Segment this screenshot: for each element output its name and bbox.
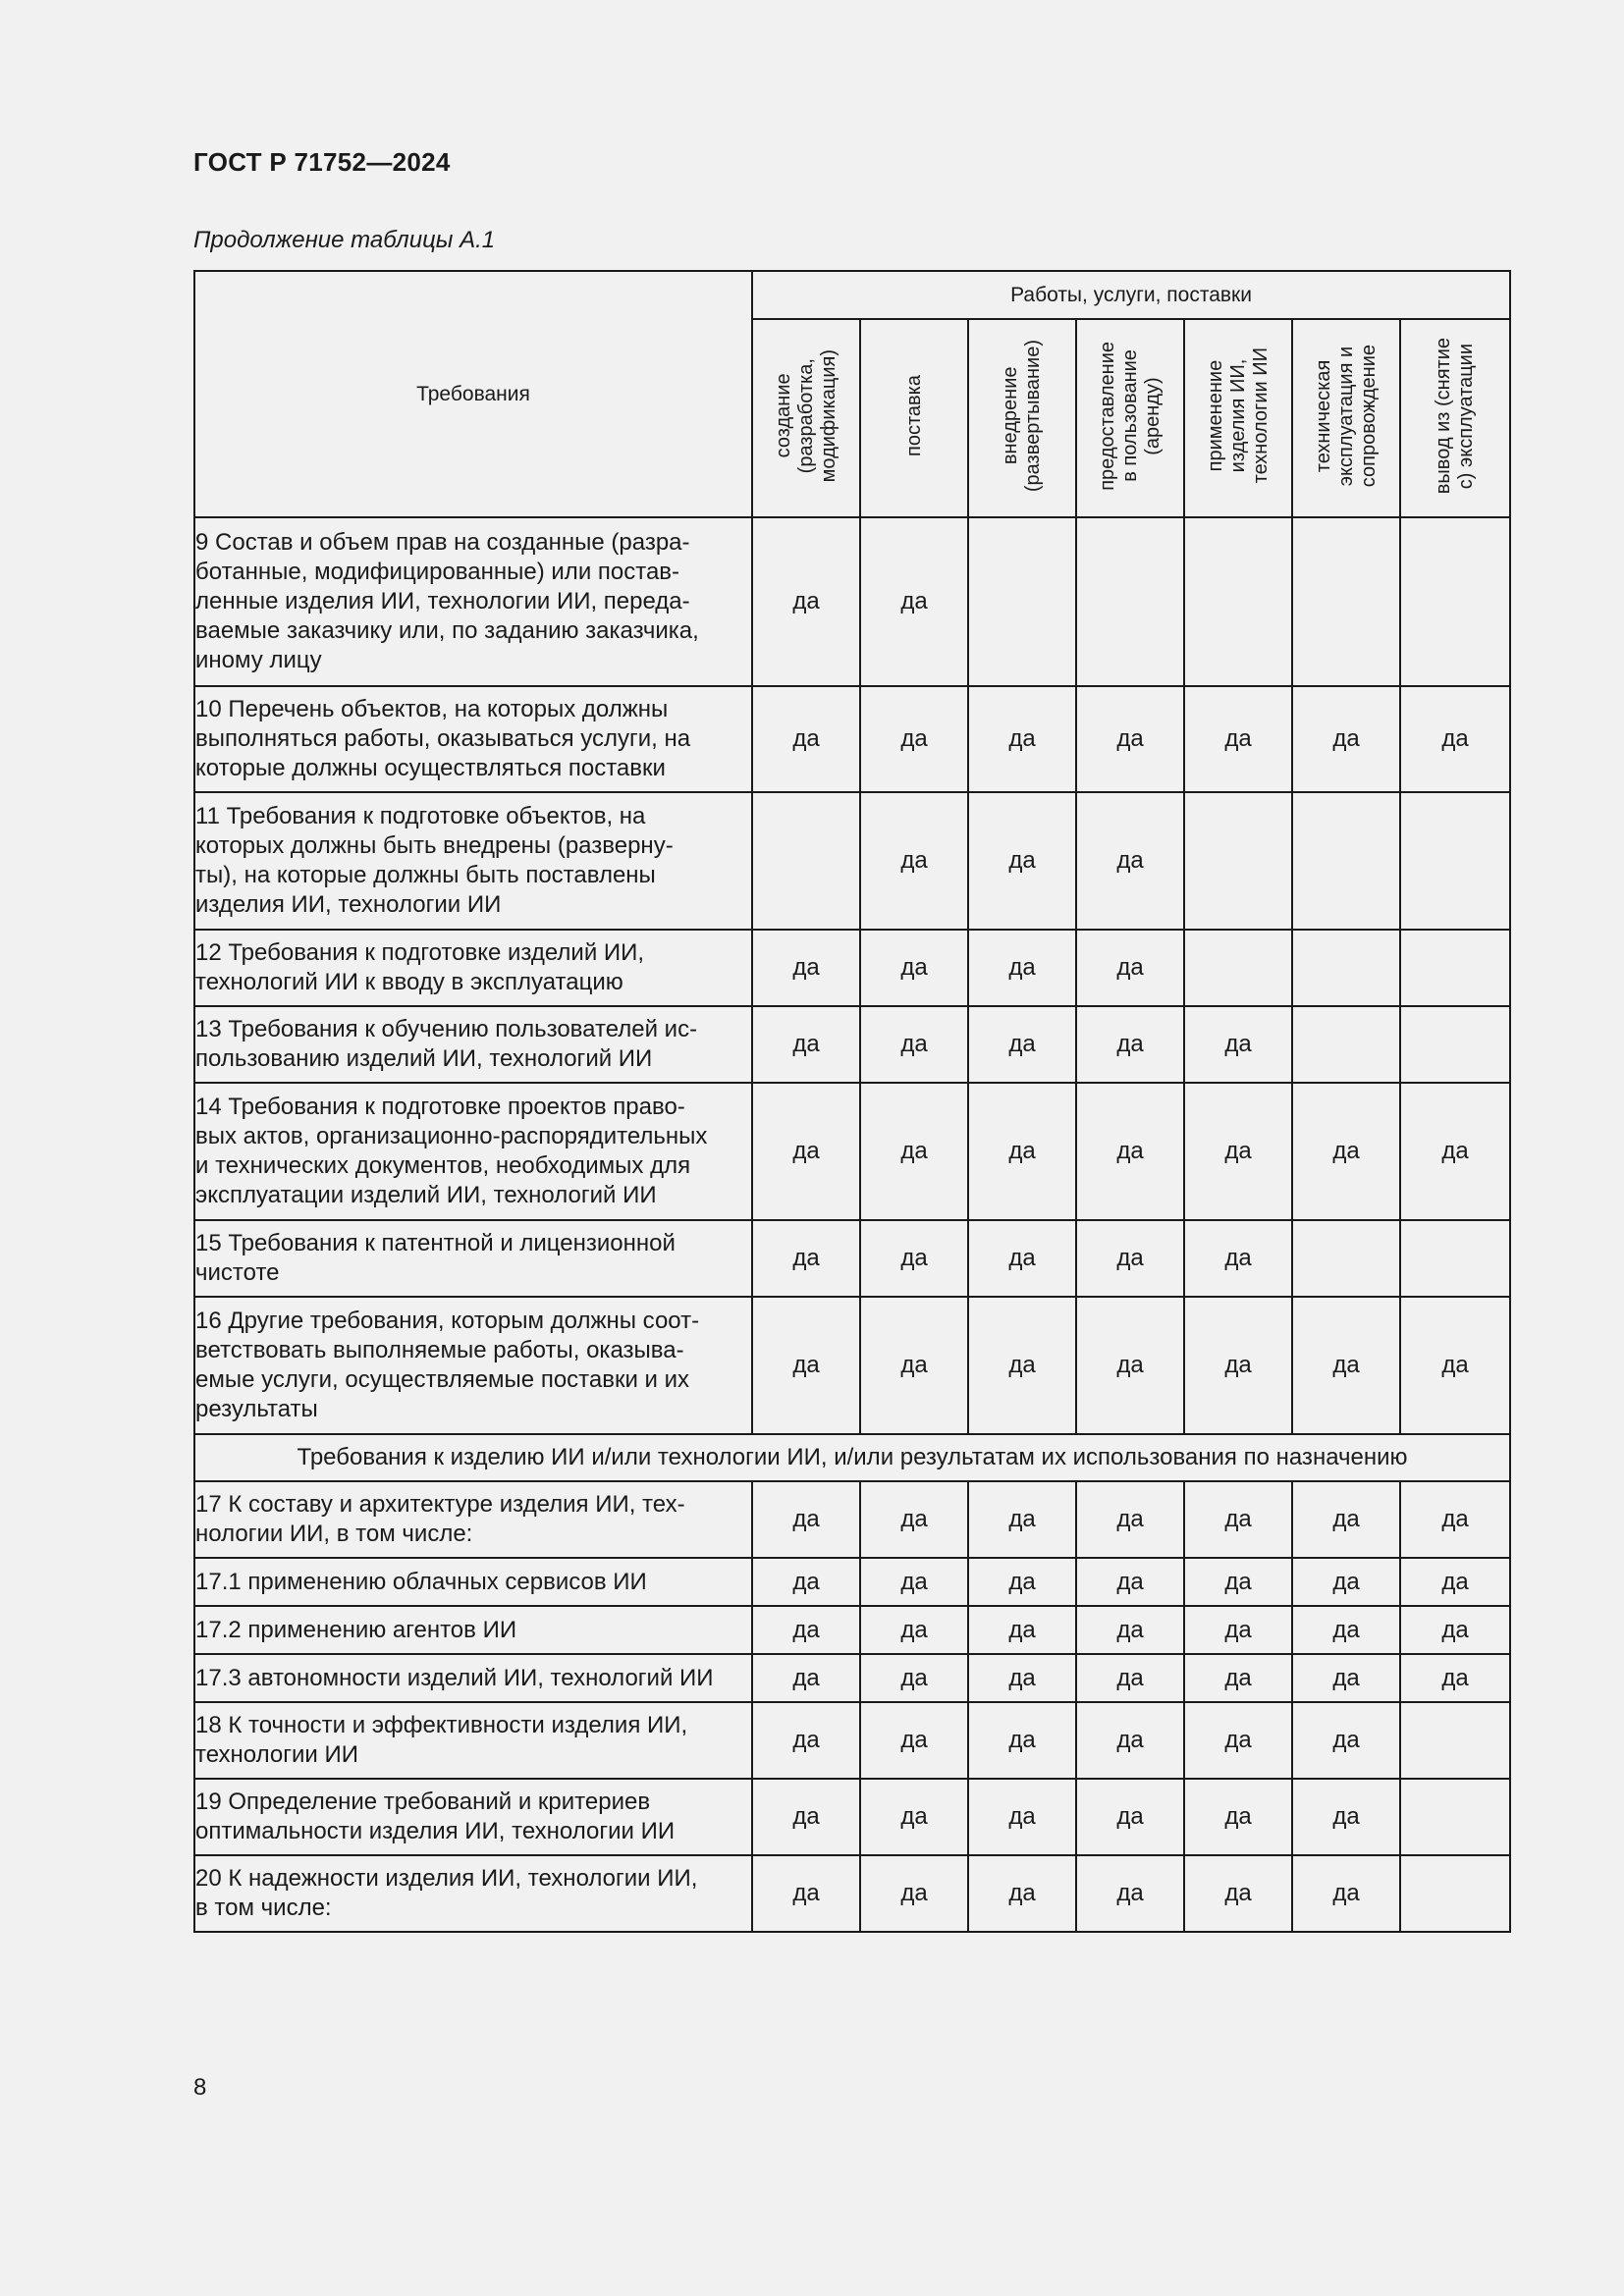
applicability-cell: да (752, 1083, 860, 1220)
column-header-decommission: вывод из (снятие с) эксплуатации (1400, 319, 1510, 517)
applicability-cell: да (1400, 1297, 1510, 1434)
applicability-cell: да (860, 686, 968, 792)
applicability-cell (1400, 930, 1510, 1006)
requirements-table (193, 270, 1511, 1933)
applicability-cell: да (968, 1779, 1076, 1855)
applicability-cell: да (968, 1855, 1076, 1932)
table-row (194, 1779, 1510, 1855)
table-caption: Продолжение таблицы А.1 (193, 227, 496, 253)
requirement-text: 11 Требования к подготовке объектов, на которых должны быть внедрены (разверну- ты), на которые должны быть поставлены изделия ИИ, технологии ИИ (194, 792, 752, 930)
table-row (194, 1654, 1510, 1702)
requirement-text: 17.1 применению облачных сервисов ИИ (194, 1558, 752, 1606)
table-row (194, 1702, 1510, 1779)
applicability-cell: да (1184, 1779, 1292, 1855)
applicability-cell: да (1292, 1481, 1400, 1558)
applicability-cell: да (1292, 686, 1400, 792)
applicability-cell: да (1292, 1779, 1400, 1855)
applicability-cell: да (752, 1297, 860, 1434)
applicability-cell: да (752, 930, 860, 1006)
requirement-text: 15 Требования к патентной и лицензионной чистоте (194, 1220, 752, 1297)
applicability-cell: да (1400, 1606, 1510, 1654)
column-header-supply: поставка (860, 319, 968, 517)
requirement-text: 9 Состав и объем прав на созданные (разра- ботанные, модифицированные) или постав- ленные изделия ИИ, технологии ИИ, переда- ваемые заказчику или, по заданию заказчика, иному лицу (194, 517, 752, 686)
requirement-text: 17.2 применению агентов ИИ (194, 1606, 752, 1654)
applicability-cell: да (1076, 1855, 1184, 1932)
applicability-cell: да (1184, 1006, 1292, 1083)
applicability-cell: да (860, 930, 968, 1006)
applicability-cell: да (752, 1220, 860, 1297)
table-row (194, 686, 1510, 792)
applicability-cell (1292, 1006, 1400, 1083)
applicability-cell: да (752, 517, 860, 686)
applicability-cell (1184, 792, 1292, 930)
applicability-cell: да (1076, 1558, 1184, 1606)
applicability-cell: да (860, 1702, 968, 1779)
applicability-cell: да (1076, 1779, 1184, 1855)
applicability-cell: да (1400, 1083, 1510, 1220)
applicability-cell: да (860, 1606, 968, 1654)
applicability-cell: да (968, 1220, 1076, 1297)
requirement-text: 13 Требования к обучению пользователей ис- пользованию изделий ИИ, технологий ИИ (194, 1006, 752, 1083)
applicability-cell: да (1292, 1083, 1400, 1220)
table-row (194, 1558, 1510, 1606)
applicability-cell: да (1076, 1606, 1184, 1654)
applicability-cell: да (752, 1654, 860, 1702)
applicability-cell: да (1184, 1481, 1292, 1558)
applicability-cell: да (860, 1779, 968, 1855)
applicability-cell: да (968, 1297, 1076, 1434)
applicability-cell: да (1292, 1297, 1400, 1434)
applicability-cell: да (1076, 1654, 1184, 1702)
applicability-cell: да (1184, 1702, 1292, 1779)
applicability-cell: да (860, 792, 968, 930)
requirement-text: 20 К надежности изделия ИИ, технологии ИИ, в том числе: (194, 1855, 752, 1932)
applicability-cell: да (860, 1220, 968, 1297)
applicability-cell: да (752, 1006, 860, 1083)
column-header-application: применение изделия ИИ, технологии ИИ (1184, 319, 1292, 517)
applicability-cell (1292, 1220, 1400, 1297)
table-row (194, 1297, 1510, 1434)
column-header-creation: создание (разработка, модификация) (752, 319, 860, 517)
applicability-cell (1400, 1779, 1510, 1855)
applicability-cell (1076, 517, 1184, 686)
applicability-cell (752, 792, 860, 930)
table-row (194, 1481, 1510, 1558)
applicability-cell: да (968, 1481, 1076, 1558)
applicability-cell: да (1184, 1297, 1292, 1434)
applicability-cell (1292, 517, 1400, 686)
requirement-text: 18 К точности и эффективности изделия ИИ, технологии ИИ (194, 1702, 752, 1779)
column-header-maintenance: техническая эксплуатация и сопровождение (1292, 319, 1400, 517)
requirement-text: 17.3 автономности изделий ИИ, технологий ИИ (194, 1654, 752, 1702)
applicability-cell: да (1184, 1606, 1292, 1654)
applicability-cell: да (968, 1083, 1076, 1220)
table-row (194, 517, 1510, 686)
table-row (194, 1606, 1510, 1654)
applicability-cell (1184, 517, 1292, 686)
requirement-text: 10 Перечень объектов, на которых должны выполняться работы, оказываться услуги, на которые должны осуществляться поставки (194, 686, 752, 792)
applicability-cell: да (1076, 1481, 1184, 1558)
applicability-cell: да (1400, 686, 1510, 792)
column-header-rental: предоставление в пользование (аренду) (1076, 319, 1184, 517)
applicability-cell: да (860, 1481, 968, 1558)
applicability-cell: да (1076, 1006, 1184, 1083)
applicability-cell: да (1400, 1558, 1510, 1606)
applicability-cell: да (1292, 1855, 1400, 1932)
table-row (194, 1855, 1510, 1932)
applicability-cell: да (752, 686, 860, 792)
table-row (194, 792, 1510, 930)
applicability-cell: да (860, 517, 968, 686)
applicability-cell: да (1076, 1702, 1184, 1779)
applicability-cell: да (968, 1006, 1076, 1083)
applicability-cell (968, 517, 1076, 686)
applicability-cell: да (1184, 1220, 1292, 1297)
requirement-text: 12 Требования к подготовке изделий ИИ, технологий ИИ к вводу в эксплуатацию (194, 930, 752, 1006)
applicability-cell (1400, 1006, 1510, 1083)
applicability-cell: да (968, 930, 1076, 1006)
table-row (194, 930, 1510, 1006)
applicability-cell (1400, 1855, 1510, 1932)
applicability-cell: да (1076, 1220, 1184, 1297)
applicability-cell: да (1184, 1654, 1292, 1702)
applicability-cell: да (1184, 1083, 1292, 1220)
applicability-cell: да (1076, 792, 1184, 930)
applicability-cell: да (1292, 1702, 1400, 1779)
applicability-cell: да (860, 1855, 968, 1932)
applicability-cell (1400, 1220, 1510, 1297)
requirement-text: 19 Определение требований и критериев оптимальности изделия ИИ, технологии ИИ (194, 1779, 752, 1855)
applicability-cell: да (968, 1606, 1076, 1654)
applicability-cell: да (1292, 1606, 1400, 1654)
applicability-cell: да (1184, 1855, 1292, 1932)
works-group-header: Работы, услуги, поставки (752, 271, 1510, 319)
applicability-cell: да (1076, 1297, 1184, 1434)
applicability-cell: да (968, 1702, 1076, 1779)
applicability-cell: да (860, 1654, 968, 1702)
applicability-cell: да (860, 1297, 968, 1434)
applicability-cell (1184, 930, 1292, 1006)
applicability-cell (1400, 517, 1510, 686)
applicability-cell (1400, 1702, 1510, 1779)
applicability-cell: да (1292, 1558, 1400, 1606)
requirement-text: 17 К составу и архитектуре изделия ИИ, тех- нологии ИИ, в том числе: (194, 1481, 752, 1558)
applicability-cell: да (860, 1558, 968, 1606)
table-row (194, 1083, 1510, 1220)
table-row (194, 1006, 1510, 1083)
requirements-column-header: Требования (194, 271, 752, 517)
applicability-cell: да (1400, 1654, 1510, 1702)
applicability-cell: да (1400, 1481, 1510, 1558)
applicability-cell: да (1184, 686, 1292, 792)
applicability-cell: да (968, 1654, 1076, 1702)
applicability-cell: да (968, 686, 1076, 792)
document-code: ГОСТ Р 71752—2024 (193, 147, 451, 177)
section-heading: Требования к изделию ИИ и/или технологии ИИ, и/или результатам их использования по назначению (194, 1434, 1510, 1481)
applicability-cell: да (1076, 930, 1184, 1006)
table-row (194, 1220, 1510, 1297)
applicability-cell: да (968, 1558, 1076, 1606)
applicability-cell: да (1076, 686, 1184, 792)
column-header-deployment: внедрение (развертывание) (968, 319, 1076, 517)
applicability-cell: да (752, 1855, 860, 1932)
applicability-cell: да (1076, 1083, 1184, 1220)
applicability-cell: да (968, 792, 1076, 930)
applicability-cell (1400, 792, 1510, 930)
applicability-cell: да (860, 1006, 968, 1083)
applicability-cell: да (752, 1481, 860, 1558)
applicability-cell: да (1292, 1654, 1400, 1702)
applicability-cell: да (752, 1702, 860, 1779)
requirement-text: 14 Требования к подготовке проектов право- вых актов, организационно-распорядительных и технических документов, необходимых для эксплуатации изделий ИИ, технологий ИИ (194, 1083, 752, 1220)
applicability-cell: да (860, 1083, 968, 1220)
requirement-text: 16 Другие требования, которым должны соот- ветствовать выполняемые работы, оказыва- емые услуги, осуществляемые поставки и их результаты (194, 1297, 752, 1434)
applicability-cell (1292, 792, 1400, 930)
applicability-cell: да (752, 1558, 860, 1606)
applicability-cell: да (752, 1606, 860, 1654)
applicability-cell: да (752, 1779, 860, 1855)
page-number: 8 (193, 2074, 207, 2101)
applicability-cell (1292, 930, 1400, 1006)
applicability-cell: да (1184, 1558, 1292, 1606)
